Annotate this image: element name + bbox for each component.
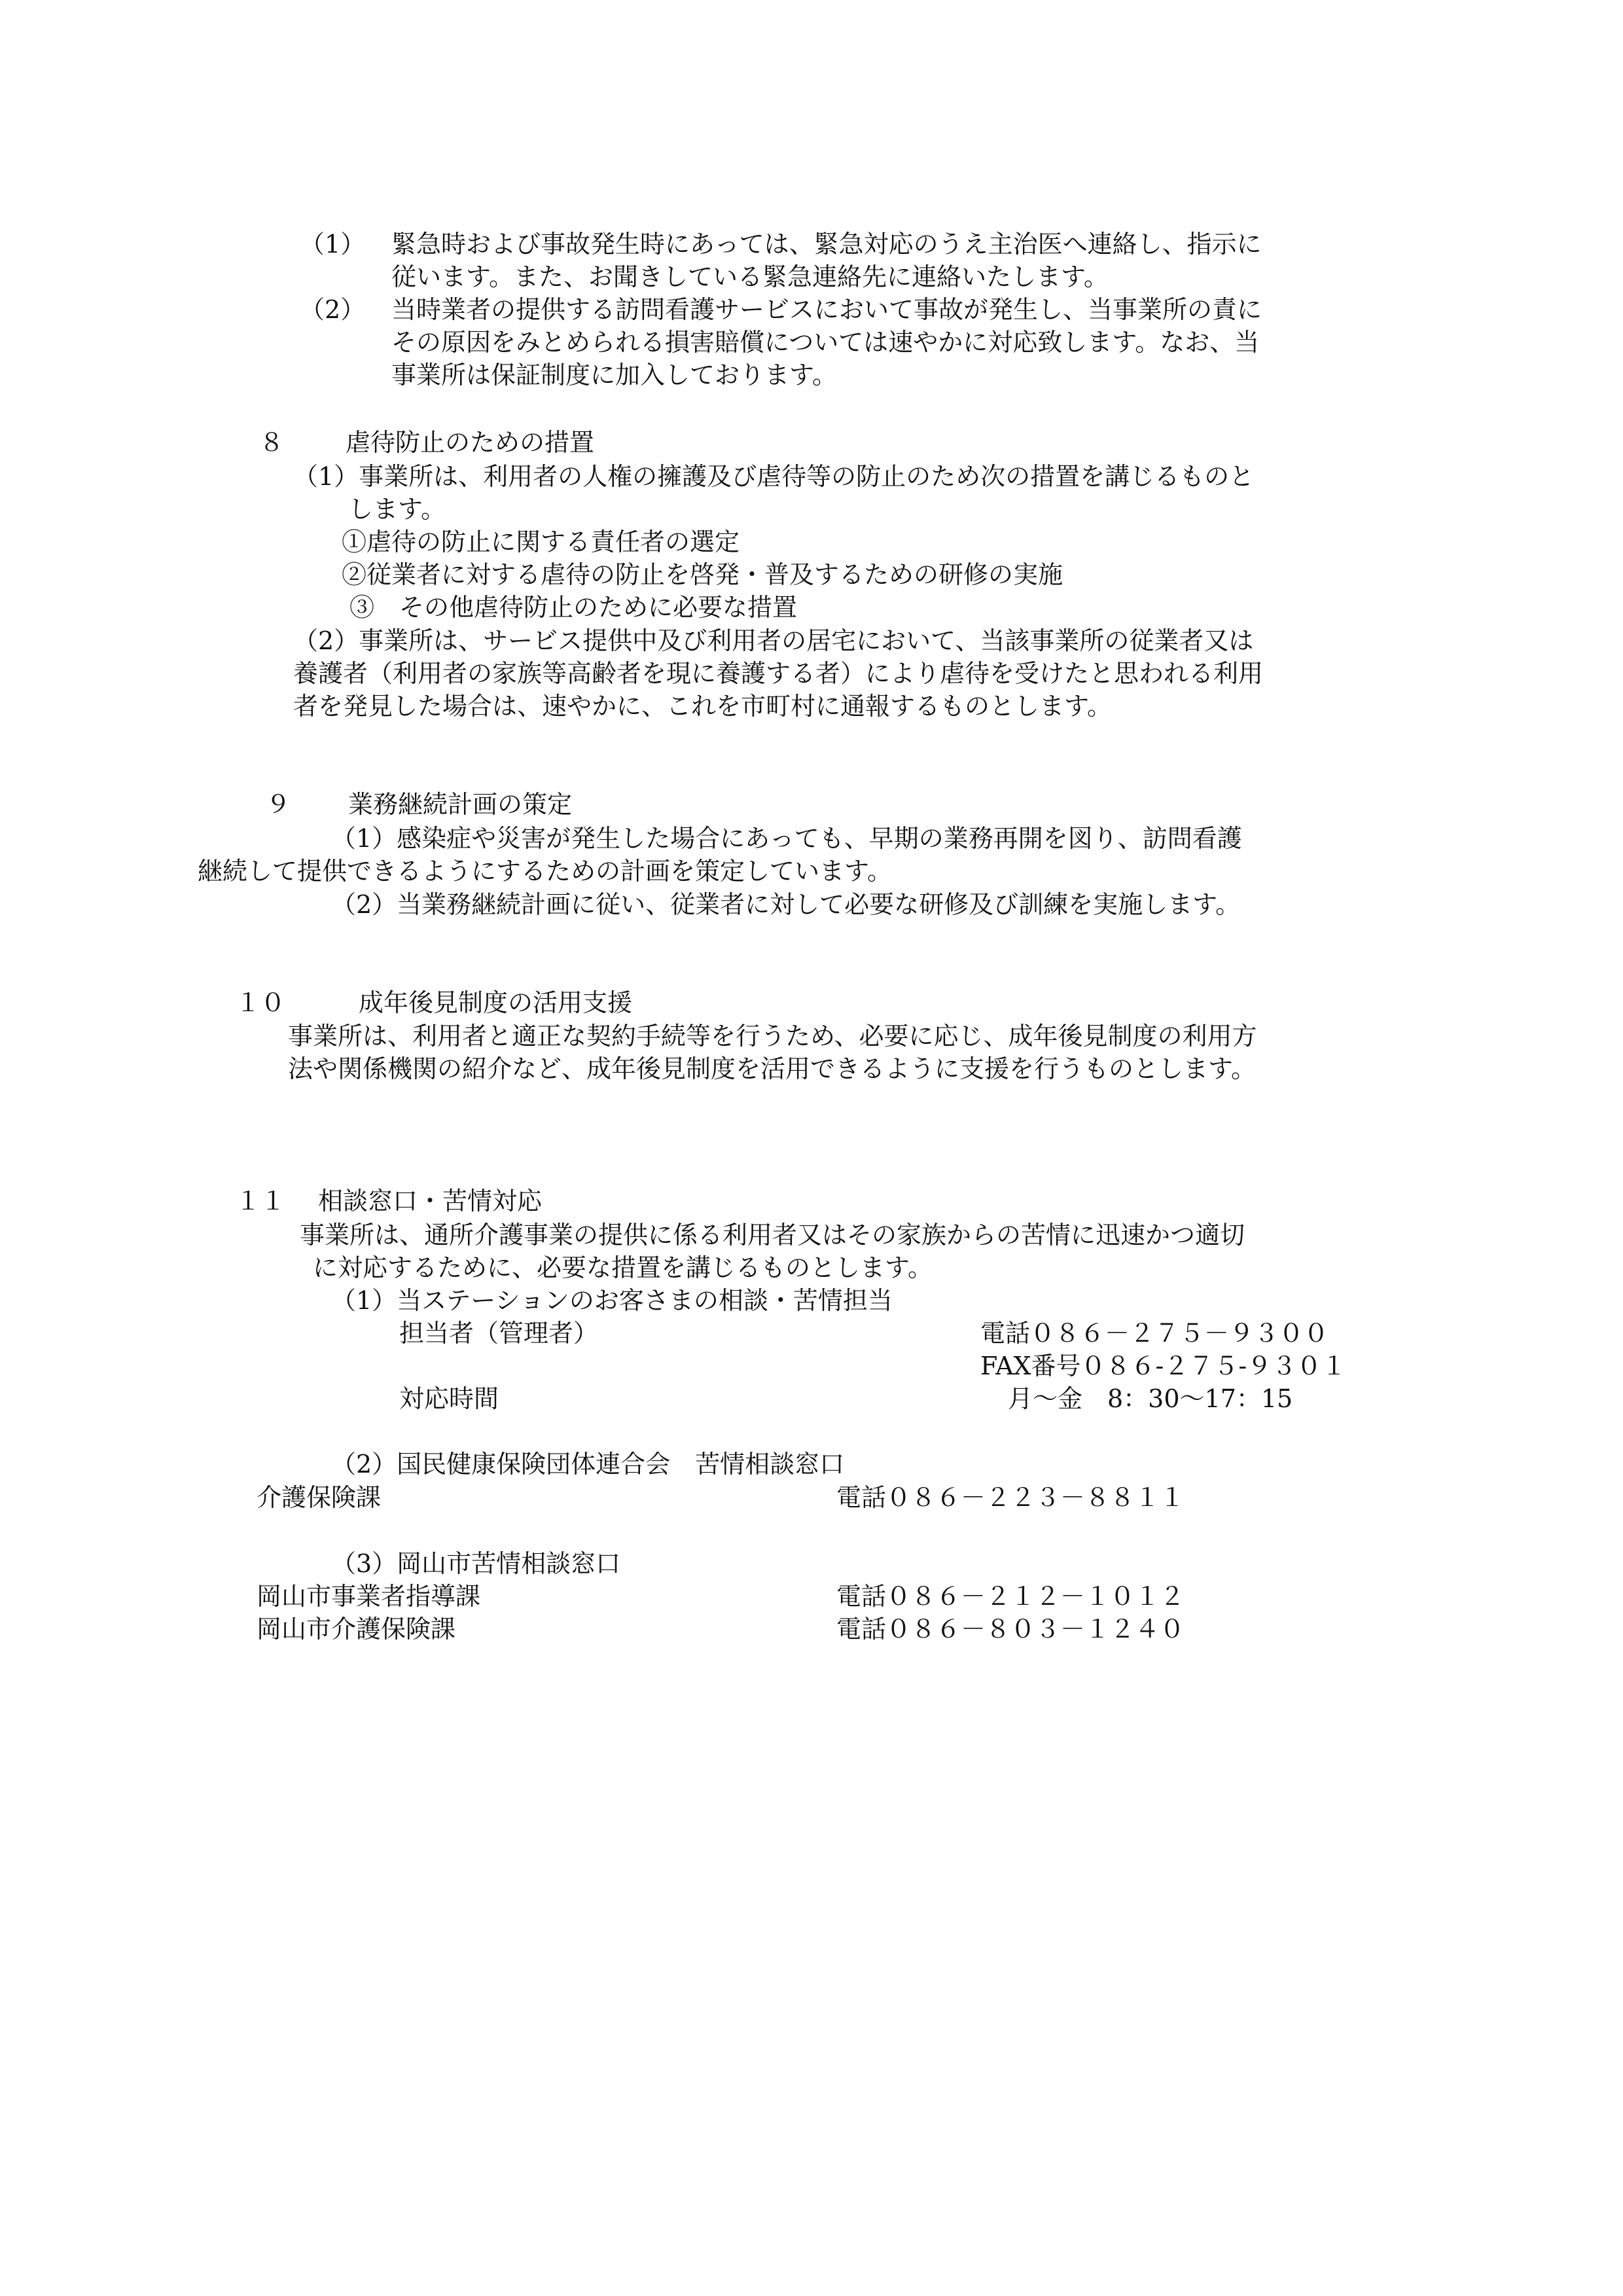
paragraph-line: 養護者（利用者の家族等高齢者を現に養護する者）により虐待を受けたと思われる利用 <box>293 659 1264 688</box>
contact-heading: （1）当ステーションのお客さまの相談・苦情担当 <box>331 1286 893 1315</box>
contact-fax: FAX番号０８６-２７５-９３０１ <box>980 1352 1347 1380</box>
paragraph-line: 法や関係機関の紹介など、成年後見制度を活用できるように支援を行うものとします。 <box>288 1054 1256 1083</box>
list-item: ①虐待の防止に関する責任者の選定 <box>342 528 740 556</box>
contact-person: 担当者（管理者） <box>399 1319 599 1348</box>
item-number: （2） <box>300 295 366 324</box>
contact-phone: 電話０８６－２１２－１０１２ <box>836 1582 1185 1611</box>
paragraph-line: （2）事業所は、サービス提供中及び利用者の居宅において、当該事業所の従業者又は <box>293 626 1254 655</box>
contact-department: 岡山市事業者指導課 <box>257 1582 481 1611</box>
list-item: ②従業者に対する虐待の防止を啓発・普及するための研修の実施 <box>342 560 1063 589</box>
section-title: 虐待防止のための措置 <box>346 428 595 457</box>
paragraph-line: その原因をみとめられる損害賠償については速やかに対応致します。なお、当 <box>391 328 1260 357</box>
contact-heading: （3）岡山市苦情相談窓口 <box>331 1549 621 1578</box>
item-number: （1） <box>300 230 366 259</box>
section-title: 成年後見制度の活用支援 <box>359 988 633 1017</box>
section-title: 相談窓口・苦情対応 <box>318 1187 543 1215</box>
paragraph-line: 当時業者の提供する訪問看護サービスにおいて事故が発生し、当事業所の責に <box>391 295 1262 324</box>
contact-heading: （2）国民健康保険団体連合会 苦情相談窓口 <box>331 1450 845 1479</box>
list-item: ③ その他虐待防止のために必要な措置 <box>349 593 798 622</box>
section-title: 業務継続計画の策定 <box>348 790 573 819</box>
section-number: １１ <box>236 1187 286 1215</box>
paragraph-line: 事業所は、通所介護事業の提供に係る利用者又はその家族からの苦情に迅速かつ適切 <box>300 1221 1245 1249</box>
section-number: ９ <box>266 790 291 819</box>
hours-value: 月～金 8：30～17：15 <box>1008 1384 1293 1413</box>
contact-department: 岡山市介護保険課 <box>257 1615 456 1643</box>
paragraph-line: （1）事業所は、利用者の人権の擁護及び虐待等の防止のため次の措置を講じるものと <box>293 462 1255 491</box>
section-number: １０ <box>236 988 286 1017</box>
paragraph-line: に対応するために、必要な措置を講じるものとします。 <box>313 1253 933 1282</box>
section-number: ８ <box>259 428 285 457</box>
paragraph-line: します。 <box>348 495 446 524</box>
hours-label: 対応時間 <box>399 1384 499 1413</box>
paragraph-line: 者を発見した場合は、速やかに、これを市町村に通報するものとします。 <box>293 692 1112 721</box>
paragraph-line: 事業所は、利用者と適正な契約手続等を行うため、必要に応じ、成年後見制度の利用方 <box>288 1022 1257 1050</box>
contact-phone: 電話０８６－２２３－８８１１ <box>836 1483 1185 1512</box>
contact-phone: 電話０８６－２７５－９３００ <box>980 1319 1329 1348</box>
paragraph-line: （2）当業務継続計画に従い、従業者に対して必要な研修及び訓練を実施します。 <box>331 890 1241 919</box>
paragraph-line: 緊急時および事故発生時にあっては、緊急対応のうえ主治医へ連絡し、指示に <box>391 230 1262 259</box>
contact-phone: 電話０８６－８０３－１２４０ <box>836 1615 1185 1643</box>
paragraph-line: 継続して提供できるようにするための計画を策定しています。 <box>198 857 892 886</box>
contact-department: 介護保険課 <box>257 1483 382 1512</box>
paragraph-line: （1）感染症や災害が発生した場合にあっても、早期の業務再開を図り、訪問看護 <box>331 824 1242 853</box>
paragraph-line: 事業所は保証制度に加入しております。 <box>391 361 837 389</box>
paragraph-line: 従います。また、お聞きしている緊急連絡先に連絡いたします。 <box>391 262 1109 291</box>
